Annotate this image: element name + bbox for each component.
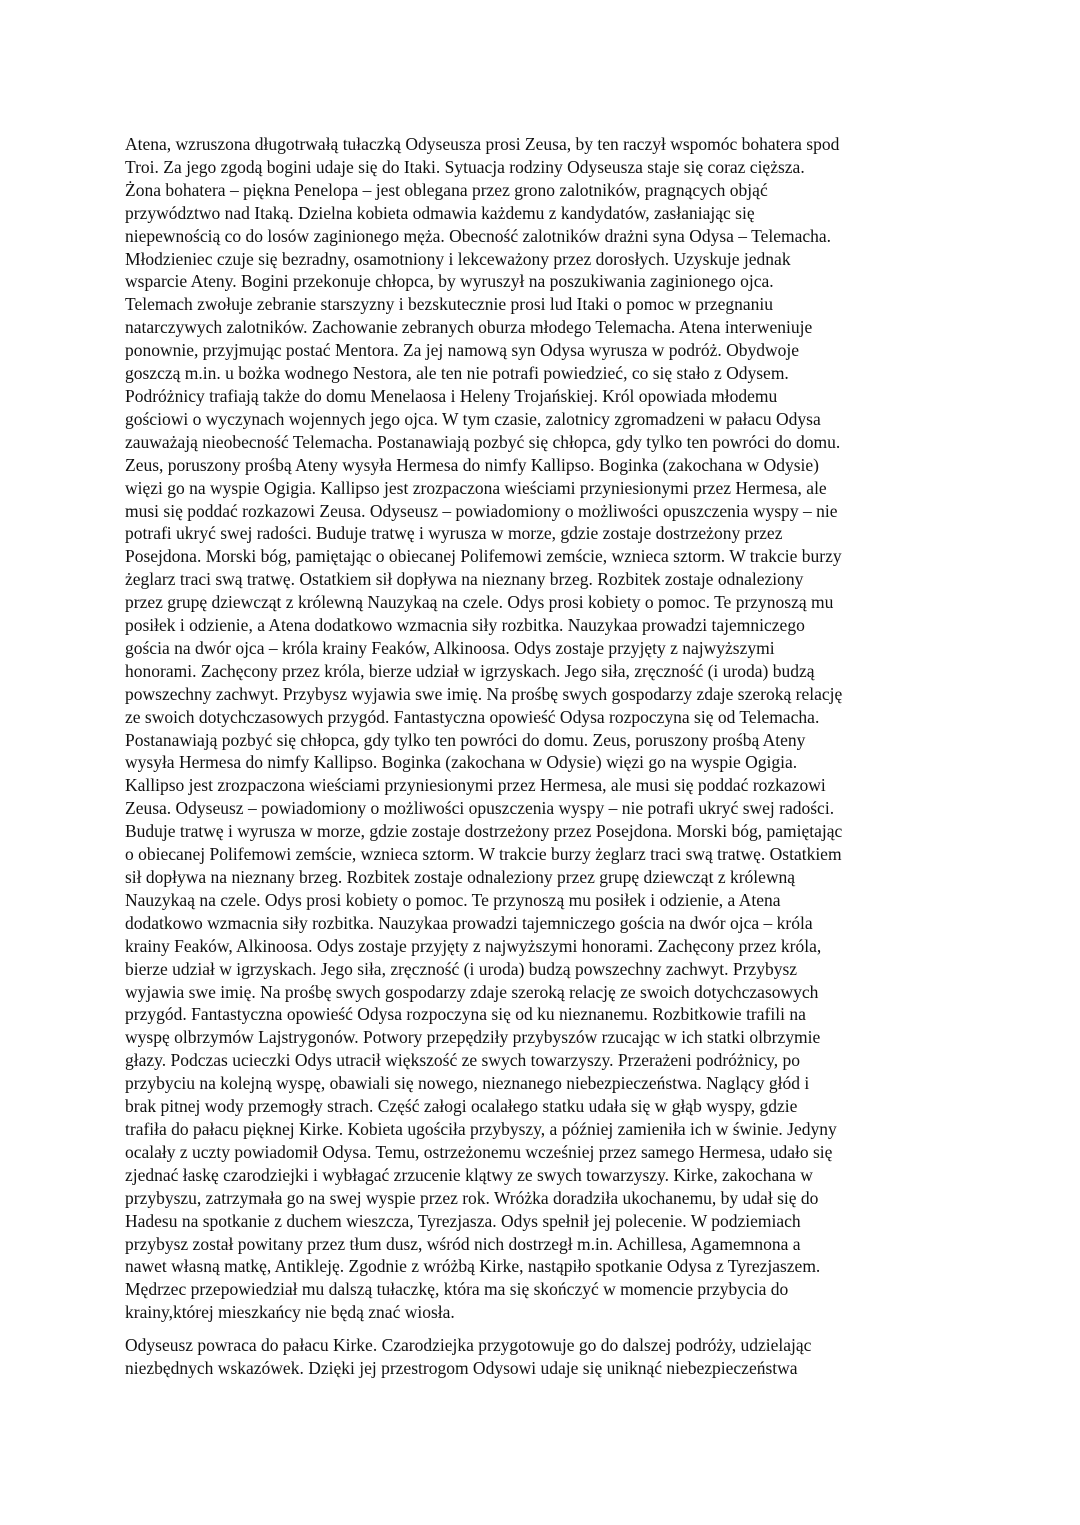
text-line: przez grupę dziewcząt z królewną Nauzykaą na czele. Odys prosi kobiety o pomoc. Te przynoszą mu (125, 592, 834, 613)
text-line: Podróżnicy trafiają także do domu Menelaosa i Heleny Trojańskiej. Król opowiada młodemu (125, 385, 778, 406)
text-line: Zeusa. Odyseusz – powiadomiony o możliwości opuszczenia wyspy – nie potrafi ukryć swej radości. (125, 798, 835, 819)
text-line: przywództwo nad Itaką. Dzielna kobieta odmawia każdemu z kandydatów, zasłaniając się (125, 202, 755, 223)
text-line: potrafi ukryć swej radości. Buduje tratwę i wyrusza w morze, gdzie zostaje dostrzeżony przez (125, 523, 783, 544)
text-line: niezbędnych wskazówek. Dzięki jej przestrogom Odysowi udaje się uniknąć niebezpieczeństwa (125, 1358, 798, 1379)
text-line: wyspę olbrzymów Lajstrygonów. Potwory przepędziły przybyszów rzucając w ich statki olbrzymie (125, 1027, 821, 1048)
text-line: trafiła do pałacu pięknej Kirke. Kobieta ugościła przybyszy, a później zamieniła ich w świnie. Jedyny (125, 1118, 837, 1139)
text-line: Posejdona. Morski bóg, pamiętając o obiecanej Polifemowi zemście, wznieca sztorm. W trakcie burzy (125, 546, 842, 567)
text-line: natarczywych zalotników. Zachowanie zebranych oburza młodego Telemacha. Atena interweniuje (125, 317, 813, 338)
text-line: posiłek i odzienie, a Atena dodatkowo wzmacnia siły rozbitka. Nauzykaa prowadzi tajemniczego (125, 615, 805, 636)
text-line: bierze udział w igrzyskach. Jego siła, zręczność (i uroda) budzą powszechny zachwyt. Przybysz (125, 958, 798, 979)
text-line: sił dopływa na nieznany brzeg. Rozbitek zostaje odnaleziony przez grupę dziewcząt z królewną (125, 867, 796, 887)
text-line: krainy Feaków, Alkinoosa. Odys zostaje przyjęty z najwyższymi honorami. Zachęcony przez króla, (125, 935, 822, 956)
text-line: musi się poddać rozkazowi Zeusa. Odyseusz – powiadomiony o możliwości opuszczenia wyspy – nie (125, 500, 838, 521)
text-line: o obiecanej Polifemowi zemście, wznieca sztorm. W trakcie burzy żeglarz traci swą tratwę. Ostatkiem (125, 844, 842, 865)
text-line: dodatkowo wzmacnia siły rozbitka. Nauzykaa prowadzi tajemniczego gościa na dwór ojca – króla (125, 912, 813, 933)
text-line: gościowi o wyczynach wojennych jego ojca. W tym czasie, zalotnicy zgromadzeni w pałacu Odysa (125, 408, 821, 429)
text-line: Odyseusz powraca do pałacu Kirke. Czarodziejka przygotowuje go do dalszej podróży, udzielając (125, 1335, 812, 1356)
text-line: przygód. Fantastyczna opowieść Odysa rozpoczyna się od ku nieznanemu. Rozbitkowie trafili na (125, 1004, 806, 1025)
text-line: ocalały z uczty powiadomił Odysa. Temu, ostrzeżonemu wcześniej przez samego Hermesa, udało się (125, 1141, 833, 1162)
text-line: powszechny zachwyt. Przybysz wyjawia swe imię. Na prośbę swych gospodarzy zdaje szeroką relację (125, 683, 843, 704)
text-line: Mędrzec przepowiedział mu dalszą tułaczkę, która ma się skończyć w momencie przybycia do (125, 1279, 789, 1300)
text-line: Postanawiają pozbyć się chłopca, gdy tylko ten powróci do domu. Zeus, poruszony prośbą Ateny (125, 729, 806, 750)
text-line: przybyciu na kolejną wyspę, obawiali się nowego, nieznanego niebezpieczeństwa. Naglący głód i (125, 1073, 810, 1094)
document-text (125, 133, 965, 1380)
text-line: żeglarz traci swą tratwę. Ostatkiem sił dopływa na nieznany brzeg. Rozbitek zostaje odnaleziony (125, 569, 804, 590)
text-line: ze swoich dotychczasowych przygód. Fantastyczna opowieść Odysa rozpoczyna się od Telemacha. (125, 706, 820, 727)
text-line: Hadesu na spotkanie z duchem wieszcza, Tyrezjasza. Odys spełnił jej polecenie. W podziemiach (125, 1210, 801, 1231)
text-line: przybysz został powitany przez tłum dusz, wśród nich dostrzegł m.in. Achillesa, Agamemnona a (125, 1233, 801, 1254)
text-line: zauważają nieobecność Telemacha. Postanawiają pozbyć się chłopca, gdy tylko ten powróci do domu. (125, 431, 841, 452)
text-line: brak pitnej wody przemogły strach. Część załogi ocalałego statku udała się w głąb wyspy, gdzie (125, 1096, 798, 1117)
text-line: zjednać łaskę czarodziejki i wybłagać zrzucenie klątwy ze swych towarzyszy. Kirke, zakochana w (125, 1164, 813, 1185)
text-line: Nauzykaą na czele. Odys prosi kobiety o pomoc. Te przynoszą mu posiłek i odzienie, a Atena (125, 889, 781, 910)
text-line: przybyszu, zatrzymała go na swej wyspie przez rok. Wróżka doradziła ukochanemu, by udał się do (125, 1187, 819, 1208)
paragraph (125, 133, 965, 1324)
text-line: ponownie, przyjmując postać Mentora. Za jej namową syn Odysa wyrusza w podróż. Obydwoje (125, 340, 800, 361)
text-line: goszczą m.in. u bożka wodnego Nestora, ale ten nie potrafi powiedzieć, co się stało z Odysem. (125, 363, 789, 384)
text-line: honorami. Zachęcony przez króla, bierze udział w igrzyskach. Jego siła, zręczność (i uroda) budzą (125, 660, 815, 681)
text-line: nawet własną matkę, Antikleję. Zgodnie z wróżbą Kirke, nastąpiło spotkanie Odysa z Tyrezjaszem. (125, 1256, 821, 1277)
text-line: Atena, wzruszona długotrwałą tułaczką Odyseusza prosi Zeusa, by ten raczył wspomóc bohatera spod (125, 134, 840, 154)
text-line: Troi. Za jego zgodą bogini udaje się do Itaki. Sytuacja rodziny Odyseusza staje się coraz cięższa. (125, 156, 805, 177)
text-line: gościa na dwór ojca – króla krainy Feaków, Alkinoosa. Odys zostaje przyjęty z najwyższymi (125, 637, 775, 658)
text-line: niepewnością co do losów zaginionego męża. Obecność zalotników drażni syna Odysa – Telemacha. (125, 225, 831, 246)
text-line: głazy. Podczas ucieczki Odys utracił większość ze swych towarzyszy. Przerażeni podróżnicy, po (125, 1050, 800, 1071)
text-line: Żona bohatera – piękna Penelopa – jest oblegana przez grono zalotników, pragnących objąć (125, 179, 768, 200)
text-line: Młodzieniec czuje się bezradny, osamotniony i lekceważony przez dorosłych. Uzyskuje jednak (125, 248, 791, 269)
text-line: Kallipso jest zrozpaczona wieściami przyniesionymi przez Hermesa, ale musi się poddać rozkazowi (125, 775, 826, 796)
text-line: wysyła Hermesa do nimfy Kallipso. Boginka (zakochana w Odysie) więzi go na wyspie Ogigia. (125, 752, 798, 773)
text-line: wsparcie Ateny. Bogini przekonuje chłopca, by wyruszył na poszukiwania zaginionego ojca. (125, 271, 774, 292)
text-line: krainy,której mieszkańcy nie będą znać wiosła. (125, 1302, 455, 1323)
paragraph (125, 1334, 965, 1380)
text-line: Telemach zwołuje zebranie starszyzny i bezskutecznie prosi lud Itaki o pomoc w przegnaniu (125, 294, 773, 315)
text-line: Buduje tratwę i wyrusza w morze, gdzie zostaje dostrzeżony przez Posejdona. Morski bóg, pamiętając (125, 821, 843, 842)
text-line: więzi go na wyspie Ogigia. Kallipso jest zrozpaczona wieściami przyniesionymi przez Hermesa, ale (125, 477, 827, 498)
text-line: wyjawia swe imię. Na prośbę swych gospodarzy zdaje szeroką relację ze swoich dotychczasowych (125, 981, 819, 1002)
text-line: Zeus, poruszony prośbą Ateny wysyła Hermesa do nimfy Kallipso. Boginka (zakochana w Odysie) (125, 454, 820, 475)
